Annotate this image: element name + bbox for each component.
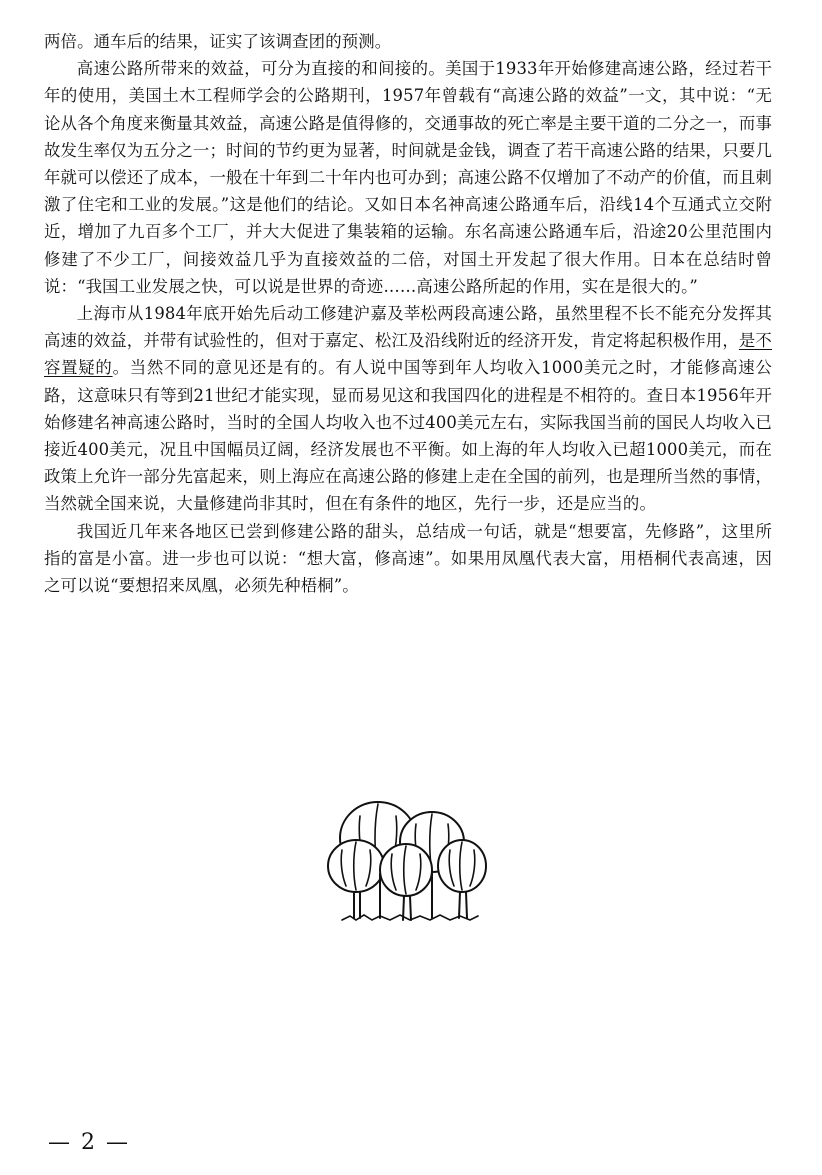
paragraph-conclusion: 我国近几年来各地区已尝到修建公路的甜头，总结成一句话，就是“想要富，先修路”，这里所指的富是小富。进一步也可以说：“想大富，修高速”。如果用凤凰代表大富，用梧桐代表高速，因之可以说“要想招来凤凰，必须先种梧桐”。: [44, 521, 772, 596]
paragraph-text: 上海市从1984年底开始先后动工修建沪嘉及莘松两段高速公路，虽然里程不长不能充分发挥其高速的效益，并带有试验性的，但对于嘉定、松江及沿线附近的经济开发，肯定将起积极作用，: [44, 304, 772, 351]
underlined-phrase: 是不容置疑的: [44, 331, 772, 378]
paragraph-text: 。当然不同的意见还是有的。有人说中国等到年人均收入1000美元之时，才能修高速公路，这意味只有等到21世纪才能实现，显而易见这和我国四化的进程是不相符的。查日本1956年开始修建名神高速公路时，当时的全国人均收入也不过400美元左右，实际我国当前的国民人均收入已接近400美元，况且中国幅员辽阔，经济发展也不平衡。如上海的年人均收入已超1000美元，而在政策上允许一部分先富起来，则上海应在高速公路的修建上走在全国的前列，也是理所当然的事情，当然就全国来说，大量修建尚非其时，但在有条件的地区，先行一步，还是应当的。: [44, 358, 772, 514]
paragraph-highway-benefits: 高速公路所带来的效益，可分为直接的和间接的。美国于1933年开始修建高速公路，经过若干年的使用，美国土木工程师学会的公路期刊，1957年曾载有“高速公路的效益”一文，其中说：“无论从各个角度来衡量其效益，高速公路是值得修的，交通事故的死亡率是主要干道的二分之一，而事故发生率仅为五分之一；时间的节约更为显著，时间就是金钱，调查了若干高速公路的结果，只要几年就可以偿还了成本，一般在十年到二十年内也可办到；高速公路不仅增加了不动产的价值，而且刺激了住宅和工业的发展。”这是他们的结论。又如日本名神高速公路通车后，沿线14个互通式立交附近，增加了九百多个工厂，并大大促进了集装箱的运输。东名高速公路通车后，沿途20公里范围内修建了不少工厂，间接效益几乎为直接效益的二倍，对国土开发起了很大作用。日本在总结时曾说：“我国工业发展之快，可以说是世界的奇迹……高速公路所起的作用，实在是很大的。”: [44, 59, 772, 296]
body-text: [44, 28, 772, 599]
paragraph-continuation: 两倍。通车后的结果，证实了该调查团的预测。: [44, 32, 392, 51]
page-number: — 2 —: [48, 1130, 130, 1155]
trees-illustration-icon: [320, 796, 500, 926]
paragraph-shanghai-highways: [44, 300, 772, 518]
